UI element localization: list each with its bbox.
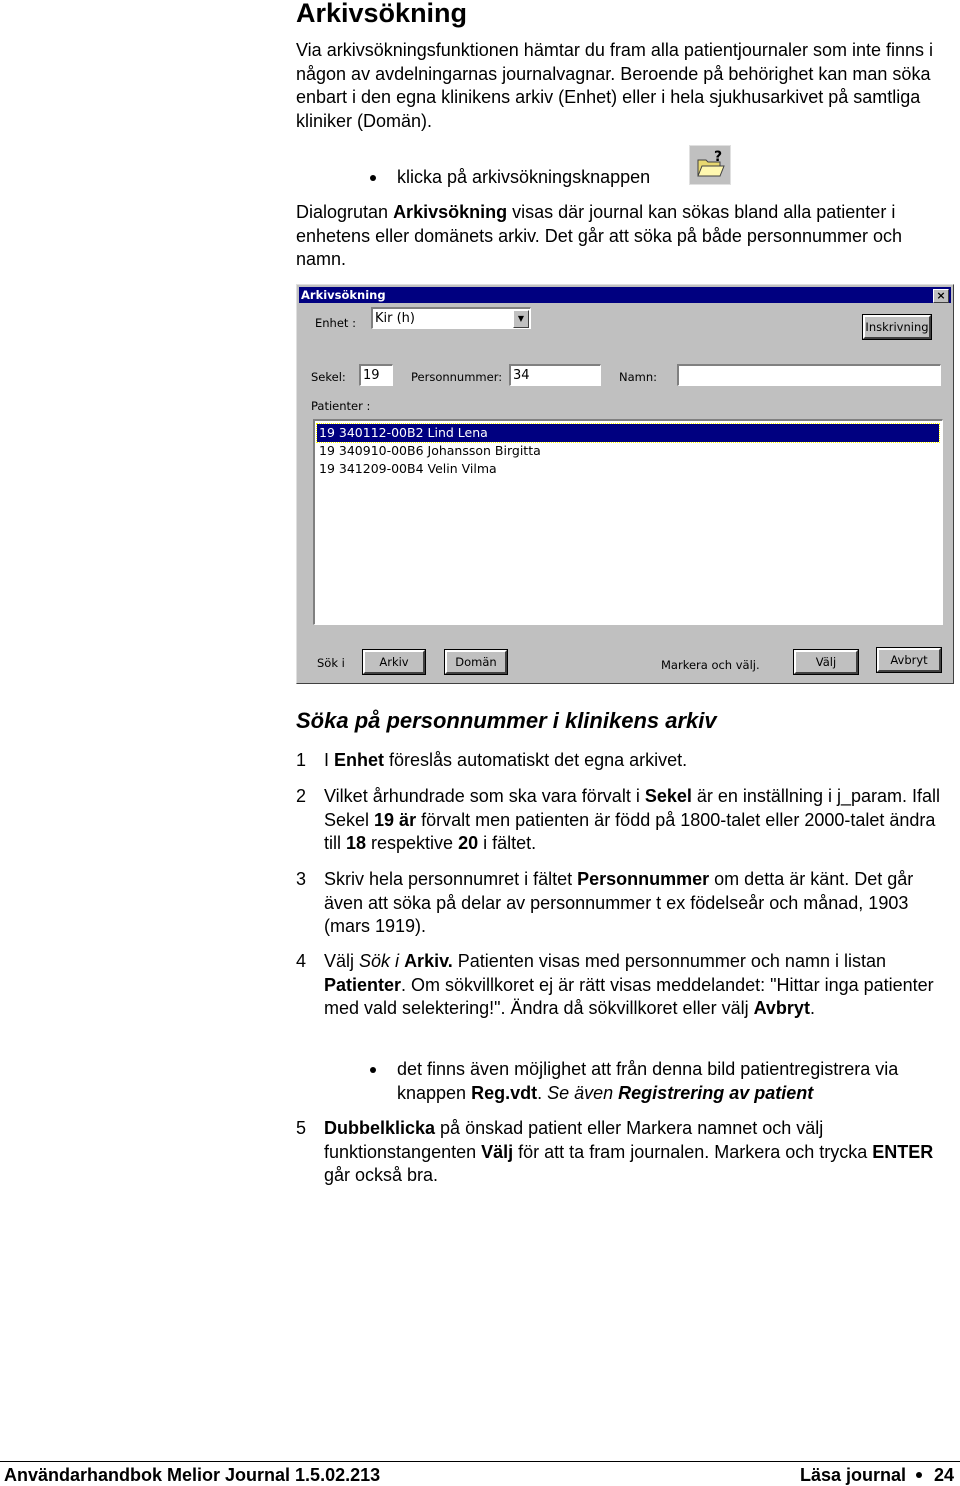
step-number: 2 [296,786,307,806]
sok-i-label: Sök i [317,656,345,670]
footer-bullet [916,1472,922,1478]
page-title: Arkivsökning [296,0,468,28]
folder-search-icon[interactable] [689,145,731,185]
step-3-text: Skriv hela personnumret i fältet Personnummer om detta är känt. Det går även att söka på delar av personnummer t ex födelseår och månad, 1903 (mars 1919). [324,869,914,936]
sekel-label: Sekel: [311,370,346,384]
intro-paragraph: Via arkivsökningsfunktionen hämtar du fram alla patientjournaler som inte finns i någon av avdelningarnas journalvagnar. Beroende på behörighet kan man söka enbart i den egna klinikens arkiv (Enhet) eller i hela sjukhusarkivet på samtliga kliniker (Domän). [296,40,934,131]
list-item[interactable]: 19 340910-00B6 Johansson Birgitta [319,443,541,458]
namn-field[interactable] [677,364,941,386]
doman-button[interactable]: Domän [445,650,507,674]
arkiv-button[interactable]: Arkiv [363,650,425,674]
step-5-text: Dubbelklicka på önskad patient eller Markera namnet och välj funktionstangenten Välj för att ta fram journalen. Markera och trycka ENTER går också bra. [324,1118,934,1185]
step-number: 4 [296,951,307,971]
sekel-field[interactable]: 19 [359,364,393,386]
footer-divider [0,1461,960,1462]
personnummer-field[interactable]: 34 [509,364,601,386]
page-number: 24 [934,1465,955,1485]
footer-section: Läsa journal [800,1465,907,1485]
list-item[interactable]: 19 341209-00B4 Velin Vilma [319,461,497,476]
svg-text:?: ? [714,149,723,165]
enhet-select[interactable]: Kir (h) ▼ [371,307,531,329]
dialog-titlebar: Arkivsökning × [299,287,951,303]
valj-button[interactable]: Välj [794,650,858,674]
namn-label: Namn: [619,370,658,384]
step-number: 1 [296,750,307,770]
list-item[interactable]: 19 340112-00B2 Lind Lena [317,424,939,442]
avbryt-button[interactable]: Avbryt [877,648,941,672]
close-button[interactable]: × [933,289,949,303]
step-2-text: Vilket århundrade som ska vara förvalt i Sekel är en inställning i j_param. Ifall Sekel 19 är förvalt men patienten är född på 1800-talet eller 2000-talet ändra till 18 respektive 20 i fältet. [324,786,940,853]
dialog-description: Dialogrutan Arkivsökning visas där journal kan sökas bland alla patienter i enhetens eller domänets arkiv. Det går att söka på både personnummer och namn. [296,202,903,269]
archive-search-dialog [296,284,954,684]
bullet-dot [370,175,376,181]
step-4-text: Välj Sök i Arkiv. Patienten visas med personnummer och namn i listan Patienter. Om sökvillkoret ej är rätt visas meddelandet: "Hittar inga patienter med vald selektering!". Ändra då sökvillkoret eller välj Avbryt. [324,951,934,1018]
patient-list[interactable] [313,419,943,625]
step-1-text: I Enhet föreslås automatiskt det egna arkivet. [324,750,688,770]
sub-bullet-text: det finns även möjlighet att från denna bild patientregistrera via knappen Reg.vdt. Se även Registrering av patient [397,1059,899,1103]
step-number: 3 [296,869,307,889]
personnummer-label: Personnummer: [411,370,503,384]
footer-title: Användarhandbok Melior Journal 1.5.02.213 [4,1465,381,1485]
inskrivning-button[interactable]: Inskrivning [863,315,931,339]
chevron-down-icon[interactable]: ▼ [513,310,529,328]
bullet-dot [370,1067,376,1073]
patienter-label: Patienter : [311,399,371,413]
step-number: 5 [296,1118,307,1138]
enhet-label: Enhet : [315,316,356,330]
bullet-text: klicka på arkivsökningsknappen [397,167,651,187]
markera-hint: Markera och välj. [661,658,760,672]
section-heading: Söka på personnummer i klinikens arkiv [296,708,717,733]
